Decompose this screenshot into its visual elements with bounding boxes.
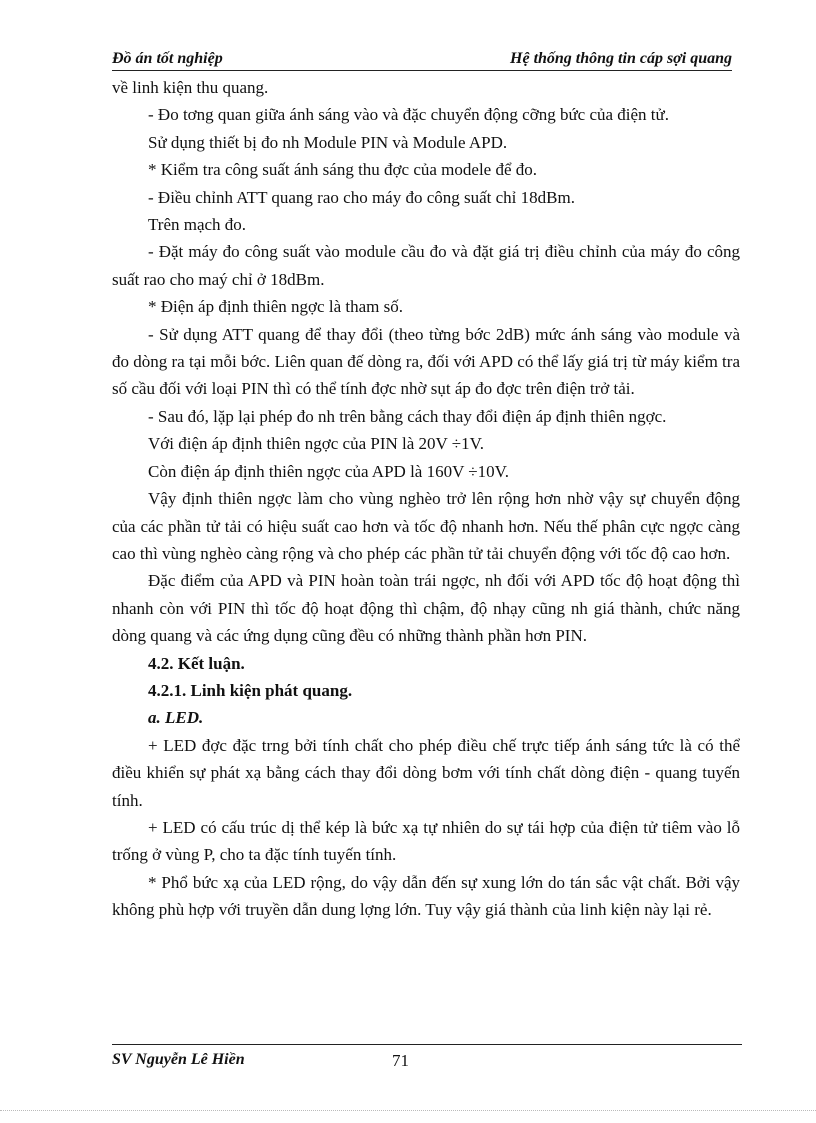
paragraph: Trên mạch đo.	[148, 215, 247, 235]
paragraph: - Đặt máy đo công suất vào module cầu đo và đặt giá trị điều chỉnh của máy đo công suất rao cho maý chỉ ở 18dBm.	[112, 242, 740, 289]
paragraph: Với điện áp định thiên ngợc của PIN là 20V ÷1V.	[148, 434, 484, 454]
paragraph: * Kiểm tra công suất ánh sáng thu đợc của modele để đo.	[148, 160, 538, 180]
subsection-heading: 4.2.1. Linh kiện phát quang.	[148, 680, 353, 700]
paragraph: - Đo tơng quan giữa ánh sáng vào và đặc chuyển động cỡng bức của điện tử.	[148, 105, 669, 125]
page-number: 71	[392, 1051, 409, 1070]
paragraph: - Sử dụng ATT quang để thay đổi (theo từng bớc 2dB) mức ánh sáng vào module và đo dòng ra tại mỗi bớc. Liên quan đế dòng ra, đối với APD có thể lấy giá trị từ máy kiểm tra số cầu đối với loại PIN thì có thể tính đợc nhờ sụt áp đo đợc trên điện trở tải.	[112, 324, 740, 399]
paragraph: Còn điện áp định thiên ngợc của APD là 160V ÷10V.	[148, 461, 509, 481]
paragraph: * Điện áp định thiên ngợc là tham số.	[148, 297, 403, 317]
paragraph: + LED đợc đặc trng bởi tính chất cho phép điều chế trực tiếp ánh sáng tức là có thể điều khiển sự phát xạ bằng cách thay đổi dòng bơm với tính chất dòng điện - quang tuyến tính.	[112, 735, 740, 810]
page-header	[112, 48, 732, 71]
paragraph: Sử dụng thiết bị đo nh Module PIN và Module APD.	[148, 132, 508, 152]
paragraph: - Sau đó, lặp lại phép đo nh trên bằng cách thay đổi điện áp định thiên ngợc.	[148, 406, 667, 426]
paragraph: Vậy định thiên ngợc làm cho vùng nghèo trở lên rộng hơn nhờ vậy sự chuyển động của các phần tử tải có hiệu suất cao hơn và tốc độ nhanh hơn. Nếu thế phân cực ngợc càng cao thì vùng nghèo càng rộng và cho phép các phần tử tải chuyển động với tốc độ cao hơn.	[112, 489, 740, 563]
header-left-title: Đồ án tốt nghiệp	[112, 50, 223, 67]
document-body	[112, 74, 740, 924]
footer-author: SV Nguyễn Lê Hiền	[112, 1051, 245, 1068]
paragraph: * Phổ bức xạ của LED rộng, do vậy dẫn đến sự xung lớn do tán sắc vật chất. Bởi vậy không phù hợp với truyền dẫn dung lợng lớn. Tuy vậy giá thành của linh kiện này lại rẻ.	[112, 872, 740, 920]
section-heading: 4.2. Kết luận.	[148, 653, 245, 673]
page-footer	[112, 1044, 742, 1075]
bottom-divider	[0, 1110, 816, 1111]
paragraph: + LED có cấu trúc dị thể kép là bức xạ tự nhiên do sự tái hợp của điện tử tiêm vào lỗ trống ở vùng P, cho ta đặc tính tuyến tính.	[112, 817, 740, 865]
item-heading: a. LED.	[148, 708, 204, 728]
header-right-title: Hệ thống thông tin cáp sợi quang	[510, 50, 732, 67]
paragraph: về linh kiện thu quang.	[112, 78, 269, 97]
paragraph: Đặc điểm của APD và PIN hoàn toàn trái ngợc, nh đối với APD tốc độ hoạt động thì nhanh còn với PIN thì tốc độ hoạt động thì chậm, độ nhạy cũng nh giá thành, chức năng dòng quang và các ứng dụng cũng đều có những thành phần hơn PIN.	[112, 571, 740, 646]
paragraph: - Điều chỉnh ATT quang rao cho máy đo công suất chỉ 18dBm.	[148, 187, 575, 207]
